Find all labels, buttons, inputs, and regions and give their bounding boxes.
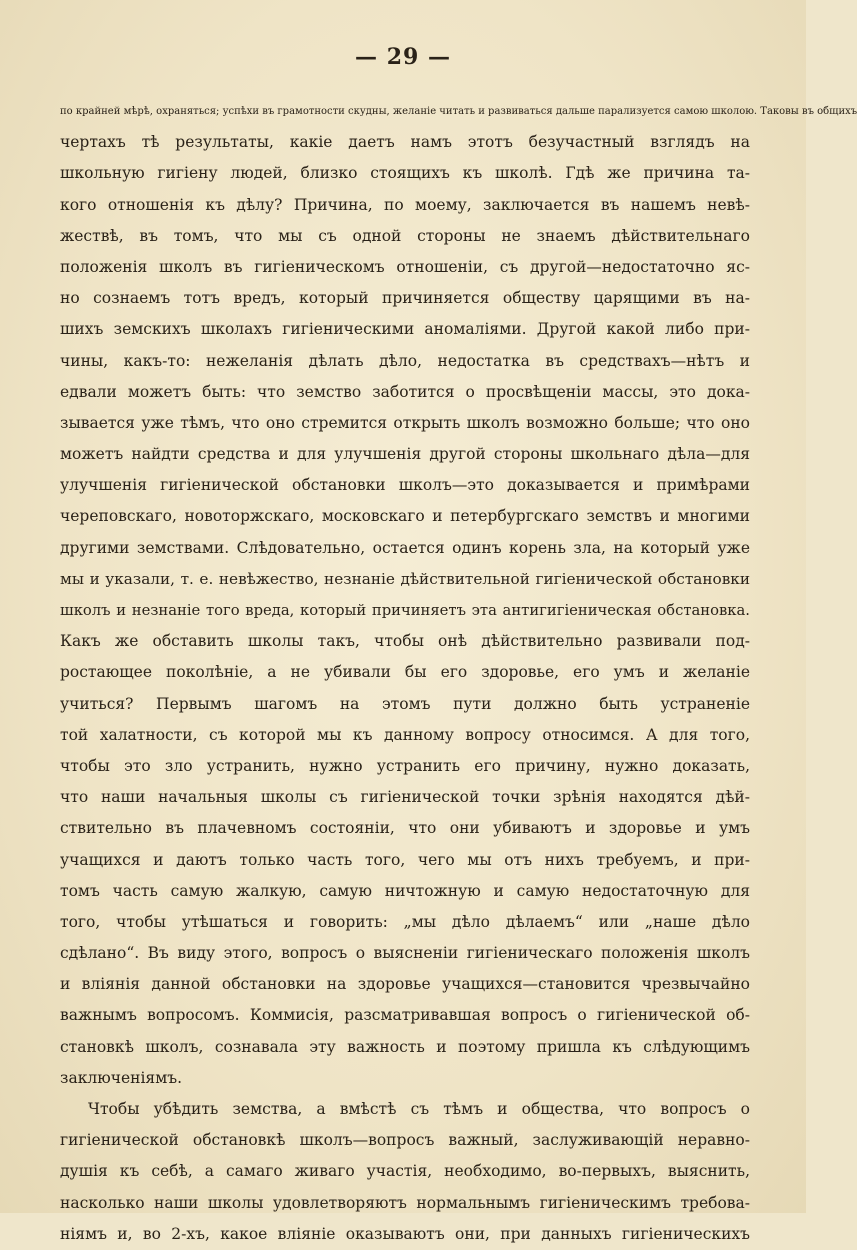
text-line: череповскаго, новоторжскаго, московскаго и петербургскаго земствъ и многими [60,507,750,526]
text-line: зывается уже тѣмъ, что оно стремится открыть школъ возможно больше; что оно [60,413,750,432]
text-line: мы и указали, т. е. невѣжество, незнаніе дѣйствительной гигіенической обстановки [60,569,750,588]
text-line: насколько наши школы удовлетворяютъ нормальнымъ гигіеническимъ требова- [60,1193,750,1212]
text-line: чины, какъ-то: нежеланія дѣлать дѣло, недостатка въ средствахъ—нѣтъ и [60,351,750,370]
text-line: гигіенической обстановкѣ школъ—вопросъ важный, заслуживающій неравно- [60,1131,750,1150]
text-line: томъ часть самую жалкую, самую ничтожную и самую недостаточную для [60,881,750,900]
text-line: ствительно въ плачевномъ состояніи, что они убиваютъ и здоровье и умъ [60,819,750,838]
text-line: становкѣ школъ, сознавала эту важность и поэтому пришла къ слѣдующимъ [60,1037,750,1056]
text-line: другими земствами. Слѣдовательно, остается одинъ корень зла, на который уже [60,538,750,557]
text-line: школъ и незнаніе того вреда, который причиняетъ эта антигигіеническая обстановка. [60,602,750,619]
text-line: ростающее поколѣніе, а не убивали бы его здоровье, его умъ и желаніе [60,663,750,682]
text-line: ніямъ и, во 2-хъ, какое вліяніе оказываютъ они, при данныхъ гигіеническихъ [60,1224,750,1243]
text-line: душія къ себѣ, а самаго живаго участія, необходимо, во-первыхъ, выяснить, [60,1162,750,1181]
text-line: положенія школъ въ гигіеническомъ отношеніи, съ другой—недостаточно яс- [60,257,750,276]
text-line: кого отношенія къ дѣлу? Причина, по моему, заключается въ нашемъ невѣ- [60,195,750,214]
text-line: чертахъ тѣ результаты, какіе даетъ намъ этотъ безучастный взглядъ на [60,133,750,152]
text-line: важнымъ вопросомъ. Коммисія, разсматривавшая вопросъ о гигіенической об- [60,1006,750,1025]
text-line: Какъ же обставить школы такъ, чтобы онѣ дѣйствительно развивали под- [60,632,750,651]
body-text [60,96,857,1250]
text-line: школьную гигіену людей, близко стоящихъ къ школѣ. Гдѣ же причина та- [60,164,750,183]
text-line: но сознаемъ тотъ вредъ, который причиняется обществу царящими въ на- [60,289,750,308]
text-line: учащихся и даютъ только часть того, чего мы отъ нихъ требуемъ, и при- [60,850,750,869]
text-line: того, чтобы утѣшаться и говорить: „мы дѣло дѣлаемъ“ или „наше дѣло [60,912,750,931]
text-line: чтобы это зло устранить, нужно устранить его причину, нужно доказать, [60,756,750,775]
text-line: сдѣлано“. Въ виду этого, вопросъ о выясненіи гигіеническаго положенія школъ [60,944,750,963]
text-line: что наши начальныя школы съ гигіенической точки зрѣнія находятся дѣй- [60,788,750,807]
text-line: заключеніямъ. [60,1068,183,1087]
text-line: той халатности, съ которой мы къ данному вопросу относимся. А для того, [60,725,750,744]
text-line: по крайней мѣрѣ, охраняться; успѣхи въ грамотности скудны, желаніе читать и развиваться дальше парализуется самою школою. Таковы въ общихъ [60,106,857,117]
text-line: шихъ земскихъ школахъ гигіеническими аномаліями. Другой какой либо при- [60,320,750,339]
text-line: Чтобы убѣдить земства, а вмѣстѣ съ тѣмъ и общества, что вопросъ о [88,1100,750,1118]
text-line: учиться? Первымъ шагомъ на этомъ пути должно быть устраненіе [60,694,750,713]
text-line: и вліянія данной обстановки на здоровье учащихся—становится чрезвычайно [60,975,750,994]
text-line: едвали можетъ быть: что земство заботится о просвѣщеніи массы, это дока- [60,382,750,401]
text-line: улучшенія гигіенической обстановки школъ—это доказывается и примѣрами [60,476,750,495]
text-line: можетъ найдти средства и для улучшенія другой стороны школьнаго дѣла—для [60,445,750,464]
text-line: жествѣ, въ томъ, что мы съ одной стороны не знаемъ дѣйствительнаго [60,226,750,245]
page-number: — 29 — [355,44,451,70]
